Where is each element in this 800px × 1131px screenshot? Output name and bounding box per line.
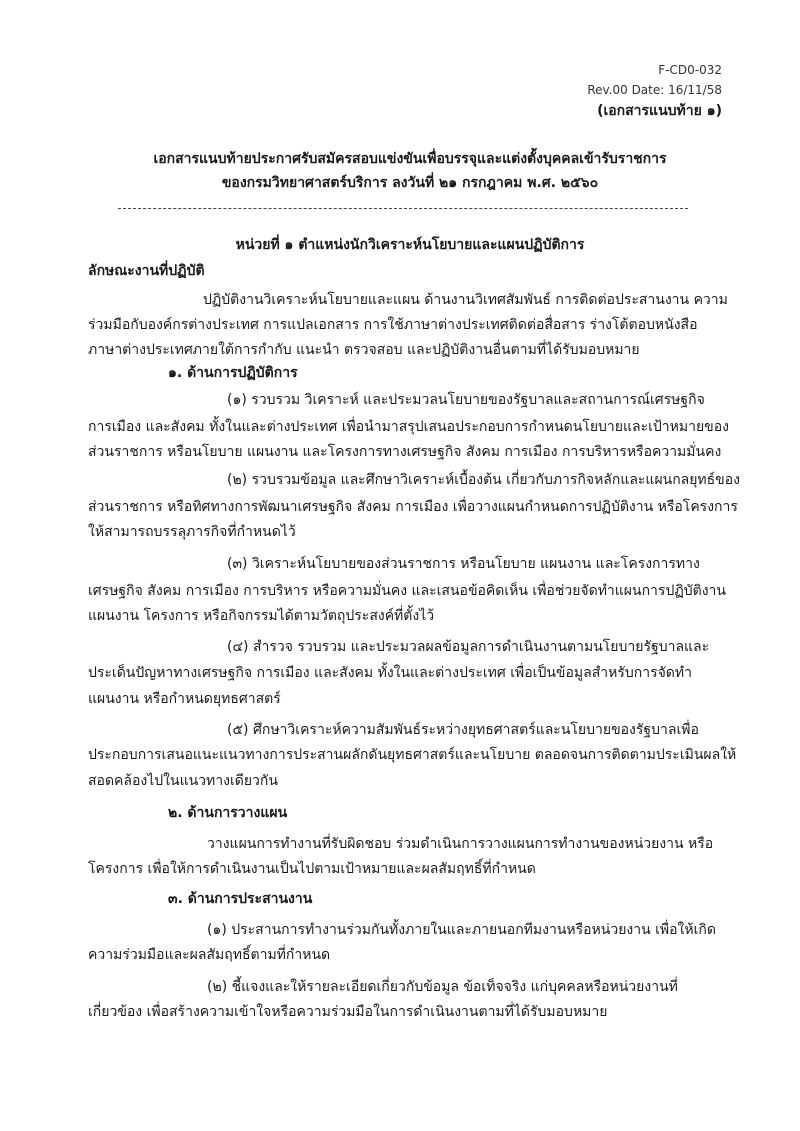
sec3-item1-line1: (๑) ประสานการทำงานร่วมกันทั้งภายในและภายนอกทีมงานหรือหน่วยงาน เพื่อให้เกิด xyxy=(207,922,716,938)
intro-line-3: ภาษาต่างประเทศภายใต้การกำกับ แนะนำ ตรวจสอบ และปฏิบัติงานอื่นตามที่ได้รับมอบหมาย xyxy=(88,342,640,358)
job-characteristics-heading: ลักษณะงานที่ปฏิบัติ xyxy=(88,263,205,279)
sec1-item1-line1: (๑) รวบรวม วิเคราะห์ และประมวลนโยบายของรัฐบาลและสถานการณ์เศรษฐกิจ xyxy=(227,392,705,408)
document-title-line2: ของกรมวิทยาศาสตร์บริการ ลงวันที่ ๒๑ กรกฎาคม พ.ศ. ๒๕๖๐ xyxy=(221,175,599,191)
sec1-item5-line1: (๕) ศึกษาวิเคราะห์ความสัมพันธ์ระหว่างยุทธศาสตร์และนโยบายของรัฐบาลเพื่อ xyxy=(227,722,699,738)
sec1-item2-line2: ส่วนราชการ หรือทิศทางการพัฒนาเศรษฐกิจ สังคม การเมือง เพื่อวางแผนกำหนดการปฏิบัติงาน หรือโครงการ xyxy=(88,499,738,515)
sec1-item5-line3: สอดคล้องไปในแนวทางเดียวกัน xyxy=(88,773,278,789)
revision-date: Rev.00 Date: 16/11/58 xyxy=(587,83,722,97)
section-2-heading: ๒. ด้านการวางแผน xyxy=(168,805,288,821)
section-3-heading: ๓. ด้านการประสานงาน xyxy=(168,891,313,907)
sec1-item2-line1: (๒) รวบรวมข้อมูล และศึกษาวิเคราะห์เบื้องต้น เกี่ยวกับภารกิจหลักและแผนกลยุทธ์ของ xyxy=(227,472,740,488)
sec1-item3-line3: แผนงาน โครงการ หรือกิจกรรมได้ตามวัตถุประสงค์ที่ตั้งไว้ xyxy=(88,608,435,624)
intro-line-1: ปฏิบัติงานวิเคราะห์นโยบายและแผน ด้านงานวิเทศสัมพันธ์ การติดต่อประสานงาน ความ xyxy=(203,292,728,308)
form-code: F-CD0-032 xyxy=(658,63,722,77)
section-1-heading: ๑. ด้านการปฏิบัติการ xyxy=(168,365,298,381)
sec1-item4-line3: แผนงาน หรือกำหนดยุทธศาสตร์ xyxy=(88,691,281,707)
sec1-item3-line2: เศรษฐกิจ สังคม การเมือง การบริหาร หรือความมั่นคง และเสนอข้อคิดเห็น เพื่อช่วยจัดทำแผนการปฏิบัติงาน xyxy=(88,583,726,599)
document-title-line1: เอกสารแนบท้ายประกาศรับสมัครสอบแข่งขันเพื่อบรรจุและแต่งตั้งบุคคลเข้ารับราชการ xyxy=(153,151,667,167)
sec1-item4-line1: (๔) สำรวจ รวบรวม และประมวลผลข้อมูลการดำเนินงานตามนโยบายรัฐบาลและ xyxy=(227,639,710,655)
sec2-line2: โครงการ เพื่อให้การดำเนินงานเป็นไปตามเป้าหมายและผลสัมฤทธิ์ที่กำหนด xyxy=(88,861,536,877)
sec1-item3-line1: (๓) วิเคราะห์นโยบายของส่วนราชการ หรือนโยบาย แผนงาน และโครงการทาง xyxy=(227,556,700,572)
unit-heading: หน่วยที่ ๑ ตำแหน่งนักวิเคราะห์นโยบายและแผนปฏิบัติการ xyxy=(235,237,585,253)
attachment-label: (เอกสารแนบท้าย ๑) xyxy=(597,103,722,119)
sec3-item2-line2: เกี่ยวข้อง เพื่อสร้างความเข้าใจหรือความร่วมมือในการดำเนินงานตามที่ได้รับมอบหมาย xyxy=(88,1004,608,1020)
intro-line-2: ร่วมมือกับองค์กรต่างประเทศ การแปลเอกสาร การใช้ภาษาต่างประเทศติดต่อสื่อสาร ร่างโต้ตอบหนังสือ xyxy=(88,317,698,333)
sec1-item4-line2: ประเด็นปัญหาทางเศรษฐกิจ การเมือง และสังคม ทั้งในและต่างประเทศ เพื่อเป็นข้อมูลสำหรับการจัดทำ xyxy=(88,665,692,681)
sec3-item1-line2: ความร่วมมือและผลสัมฤทธิ์ตามที่กำหนด xyxy=(88,947,331,963)
sec3-item2-line1: (๒) ชี้แจงและให้รายละเอียดเกี่ยวกับข้อมูล ข้อเท็จจริง แก่บุคคลหรือหน่วยงานที่ xyxy=(207,979,678,995)
sec1-item1-line2: การเมือง และสังคม ทั้งในและต่างประเทศ เพื่อนำมาสรุปเสนอประกอบการกำหนดนโยบายและเป้าหมายของ xyxy=(88,419,729,435)
sec1-item2-line3: ให้สามารถบรรลุภารกิจที่กำหนดไว้ xyxy=(88,524,296,540)
sec2-line1: วางแผนการทำงานที่รับผิดชอบ ร่วมดำเนินการวางแผนการทำงานของหน่วยงาน หรือ xyxy=(207,836,714,852)
sec1-item1-line3: ส่วนราชการ หรือนโยบาย แผนงาน และโครงการทางเศรษฐกิจ สังคม การเมือง การบริหารหรือความมั่นคง xyxy=(88,444,722,460)
sec1-item5-line2: ประกอบการเสนอแนะแนวทางการประสานผลักดันยุทธศาสตร์และนโยบาย ตลอดจนการติดตามประเมินผลให้ xyxy=(88,747,737,763)
title-divider xyxy=(118,208,688,209)
